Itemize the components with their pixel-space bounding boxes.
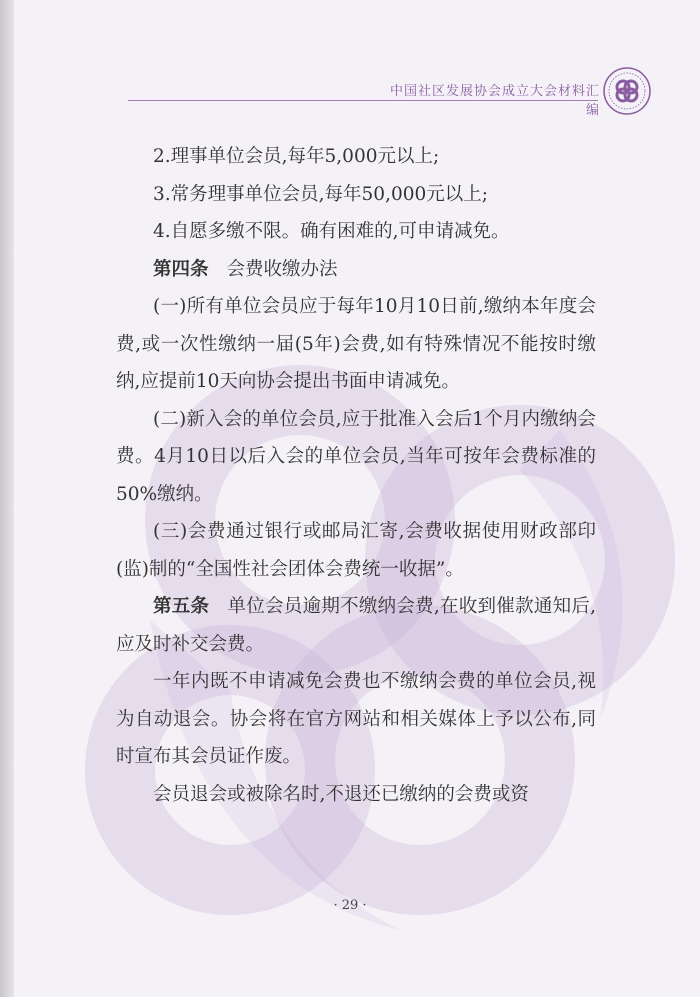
body-text (116, 138, 596, 813)
header-rule (128, 100, 598, 101)
clause-line-3: 3.常务理事单位会员,每年50,000元以上; (153, 183, 488, 205)
paragraph-4: 一年内既不申请减免会费也不缴纳会费的单位会员,视为自动退会。协会将在官方网站和相关媒体上予以公布,同时宣布其会员证作废。 (116, 671, 596, 767)
clause-line-2: 2.理事单位会员,每年5,000元以上; (153, 146, 440, 167)
paragraph-5: 会员退会或被除名时,不退还已缴纳的会费或资 (153, 783, 529, 805)
page-number: · 29 · (333, 898, 367, 913)
article-5-text: 单位会员逾期不缴纳会费,在收到催款通知后,应及时补交会费。 (116, 596, 596, 655)
article-5 (116, 588, 596, 663)
article-4-title: 会费收缴办法 (226, 258, 338, 280)
article-5-number: 第五条 (153, 596, 210, 617)
running-header: 中国社区发展协会成立大会材料汇编 (389, 84, 600, 118)
association-logo-icon (602, 66, 652, 116)
paragraph-2: (二)新入会的单位会员,应于批准入会后1个月内缴纳会费。4月10日以后入会的单位会员,当年可按年会费标准的50%缴纳。 (116, 408, 596, 505)
clause-line-4: 4.自愿多缴不限。确有困难的,可申请减免。 (153, 221, 510, 242)
paragraph-1: (一)所有单位会员应于每年10月10日前,缴纳本年度会费,或一次性缴纳一届(5年)会费,如有特殊情况不能按时缴纳,应提前10天向协会提出书面申请减免。 (116, 296, 596, 392)
article-4-number: 第四条 (153, 258, 209, 280)
paragraph-3: (三)会费通过银行或邮局汇寄,会费收据使用财政部印(监)制的“全国性社会团体会费统一收据”。 (116, 521, 596, 580)
article-4-heading (116, 251, 596, 289)
book-spine (0, 0, 14, 997)
